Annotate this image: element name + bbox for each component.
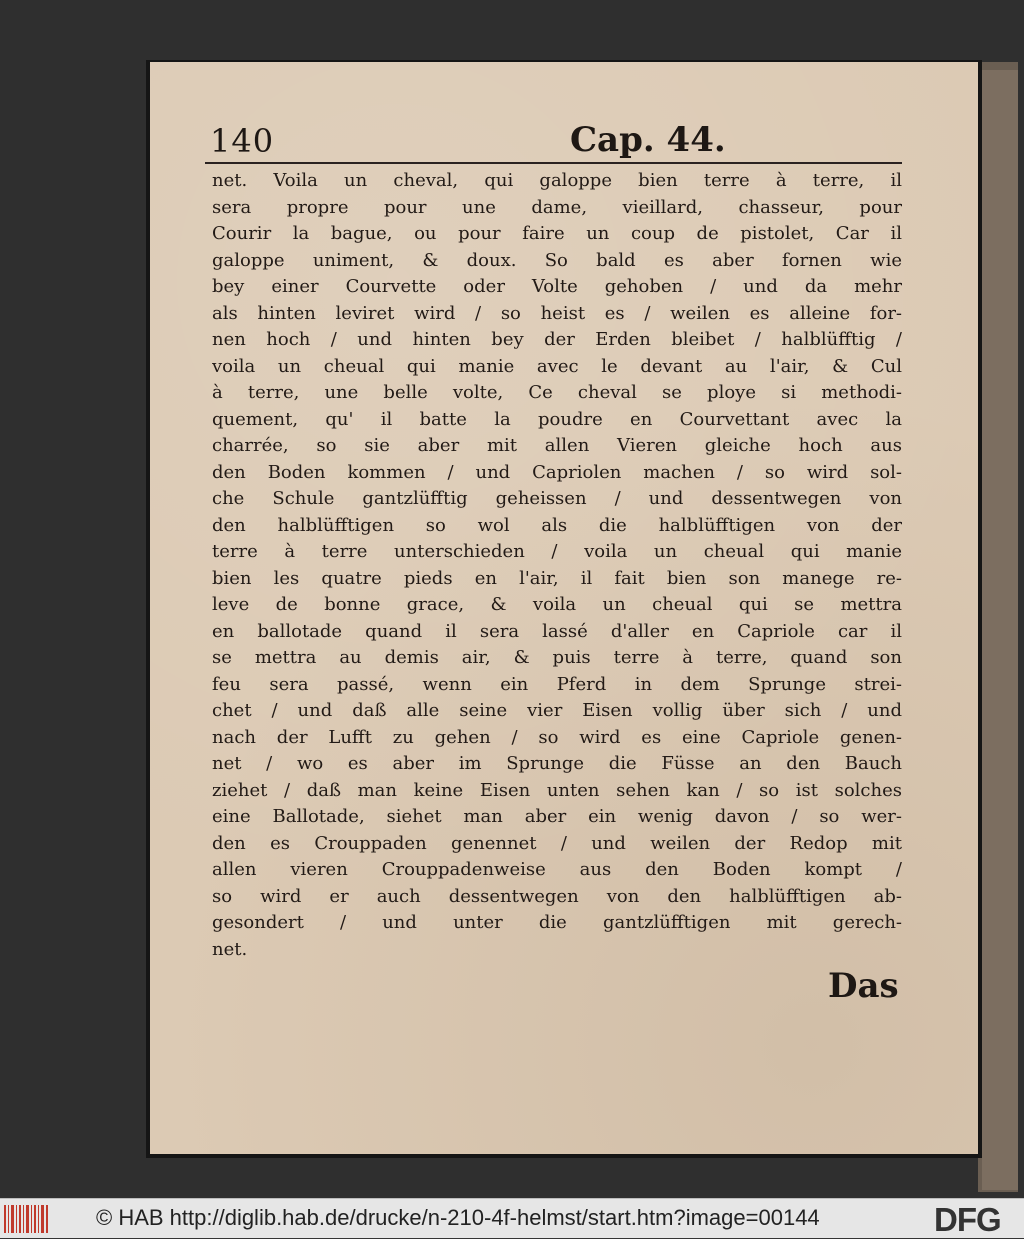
text-line: gesondert / und unter die gantzlüfftigen mit gerech-	[212, 912, 902, 933]
text-line: voila un cheual qui manie avec le devant au l'air, & Cul	[212, 355, 902, 377]
text-line: à terre, une belle volte, Ce cheval se ploye si methodi-	[212, 382, 902, 403]
copyright-url[interactable]: © HAB http://diglib.hab.de/drucke/n-210-4f-helmst/start.htm?image=00144	[96, 1205, 820, 1230]
text-line: den Boden kommen / und Capriolen machen / so wird sol-	[212, 461, 902, 483]
running-head: Cap. 44.	[570, 120, 726, 160]
text-line: en ballotade quand il sera lassé d'aller en Capriole car il	[212, 620, 902, 642]
text-line: net. Voila un cheval, qui galoppe bien terre à terre, il	[212, 170, 902, 191]
text-line: che Schule gantzlüfftig geheissen / und dessentwegen von	[212, 488, 902, 509]
text-line: sera propre pour une dame, vieillard, chasseur, pour	[212, 196, 902, 218]
text-line: chet / und daß alle seine vier Eisen vollig über sich / und	[212, 700, 902, 721]
next-page-edge-inner	[982, 70, 1018, 1190]
text-line: bey einer Courvette oder Volte gehoben / und da mehr	[212, 276, 902, 297]
text-line: se mettra au demis air, & puis terre à terre, quand son	[212, 647, 902, 668]
text-line: bien les quatre pieds en l'air, il fait bien son manege re-	[212, 567, 902, 589]
body-text	[212, 168, 902, 963]
text-line: galoppe uniment, & doux. So bald es aber fornen wie	[212, 249, 902, 271]
text-line: quement, qu' il batte la poudre en Courvettant avec la	[212, 408, 902, 430]
text-line: so wird er auch dessentwegen von den halblüfftigen ab-	[212, 885, 902, 907]
footer-bar	[0, 1198, 1024, 1238]
hab-barcode-icon	[4, 1205, 48, 1233]
text-line: den halblüfftigen so wol als die halblüfftigen von der	[212, 514, 902, 536]
header-rule	[205, 162, 902, 164]
text-line: als hinten leviret wird / so heist es / weilen es alleine for-	[212, 302, 902, 324]
text-line: Courir la bague, ou pour faire un coup de pistolet, Car il	[212, 223, 902, 244]
text-line: charrée, so sie aber mit allen Vieren gleiche hoch aus	[212, 435, 902, 456]
catchword: Das	[828, 966, 899, 1006]
text-line: terre à terre unterschieden / voila un cheual qui manie	[212, 541, 902, 562]
page-number: 140	[210, 122, 275, 160]
text-line: feu sera passé, wenn ein Pferd in dem Sprunge strei-	[212, 673, 902, 695]
text-line: net.	[212, 938, 248, 960]
text-line: allen vieren Crouppadenweise aus den Boden kompt /	[212, 859, 902, 880]
dfg-logo: DFG	[934, 1201, 1001, 1238]
text-line: ziehet / daß man keine Eisen unten sehen kan / so ist solches	[212, 779, 902, 801]
text-line: net / wo es aber im Sprunge die Füsse an den Bauch	[212, 753, 902, 774]
text-line: leve de bonne grace, & voila un cheual qui se mettra	[212, 594, 902, 615]
text-line: eine Ballotade, siehet man aber ein wenig davon / so wer-	[212, 806, 902, 827]
text-line: nen hoch / und hinten bey der Erden bleibet / halblüfftig /	[212, 329, 902, 350]
text-line: nach der Lufft zu gehen / so wird es eine Capriole genen-	[212, 726, 902, 748]
text-line: den es Crouppaden genennet / und weilen der Redop mit	[212, 832, 902, 854]
